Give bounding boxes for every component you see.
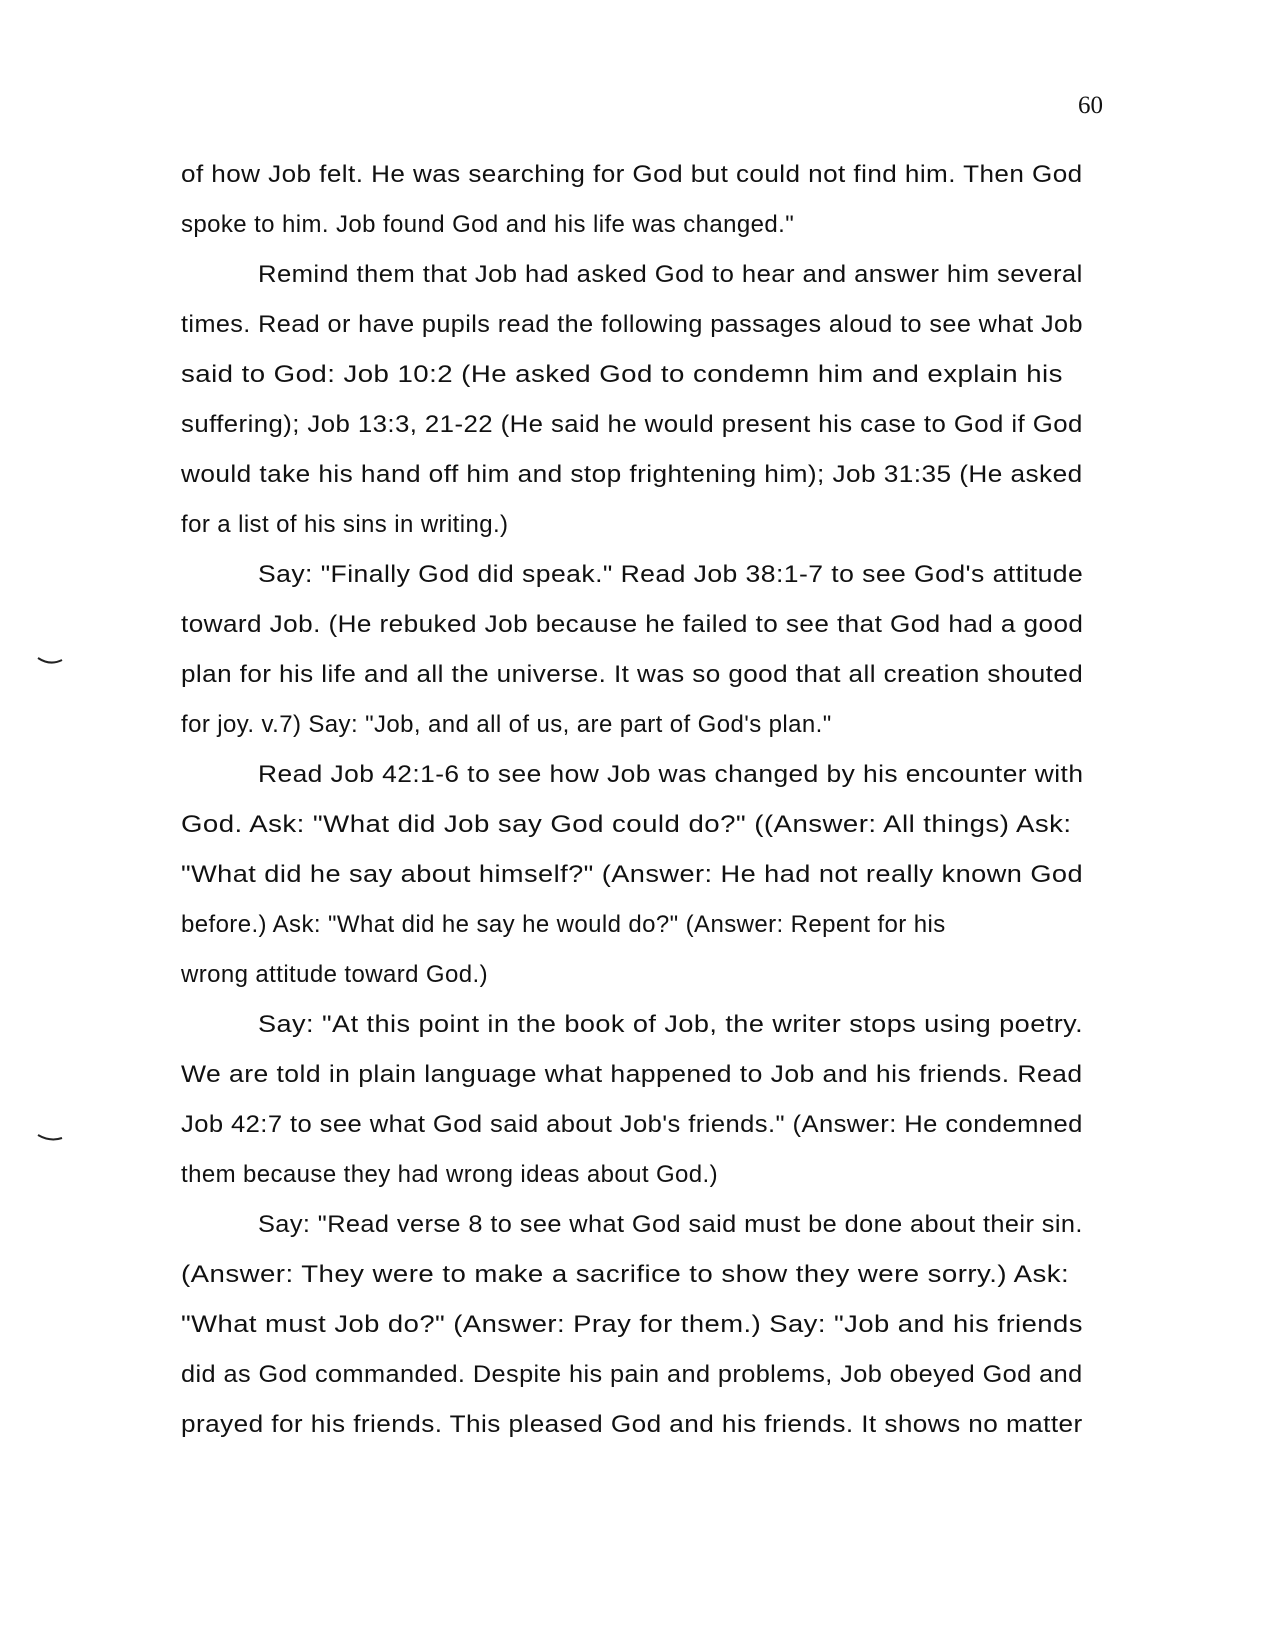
- text-line: did as God commanded. Despite his pain and problems, Job obeyed God and: [181, 1361, 1083, 1388]
- text-line: wrong attitude toward God.): [181, 961, 488, 988]
- text-line: prayed for his friends. This pleased God and his friends. It shows no matter: [181, 1411, 1083, 1438]
- text-line: before.) Ask: "What did he say he would do?" (Answer: Repent for his: [181, 911, 946, 938]
- text-line: times. Read or have pupils read the following passages aloud to see what Job: [181, 311, 1083, 338]
- text-line: for joy. v.7) Say: "Job, and all of us, are part of God's plan.": [181, 711, 832, 738]
- text-line: Say: "Finally God did speak." Read Job 38:1-7 to see God's attitude: [258, 561, 1084, 588]
- text-line: would take his hand off him and stop frightening him); Job 31:35 (He asked: [181, 461, 1083, 488]
- text-line: said to God: Job 10:2 (He asked God to condemn him and explain his: [181, 361, 1063, 388]
- text-line: Job 42:7 to see what God said about Job's friends." (Answer: He condemned: [181, 1111, 1083, 1138]
- scan-margin-mark: [36, 656, 64, 666]
- text-line: Remind them that Job had asked God to hear and answer him several: [258, 261, 1083, 288]
- text-line: suffering); Job 13:3, 21-22 (He said he would present his case to God if God: [181, 411, 1083, 438]
- text-line: "What must Job do?" (Answer: Pray for them.) Say: "Job and his friends: [181, 1311, 1083, 1338]
- text-line: spoke to him. Job found God and his life was changed.": [181, 211, 795, 238]
- text-line: We are told in plain language what happened to Job and his friends. Read: [181, 1061, 1083, 1088]
- scan-margin-mark: [36, 1133, 64, 1143]
- text-line: them because they had wrong ideas about God.): [181, 1161, 718, 1188]
- text-line: (Answer: They were to make a sacrifice to show they were sorry.) Ask:: [181, 1261, 1070, 1288]
- text-line: Say: "Read verse 8 to see what God said must be done about their sin.: [258, 1211, 1083, 1238]
- page-number: 60: [1078, 92, 1103, 119]
- text-line: Read Job 42:1-6 to see how Job was changed by his encounter with: [258, 761, 1084, 788]
- text-line: Say: "At this point in the book of Job, the writer stops using poetry.: [258, 1011, 1084, 1038]
- text-line: "What did he say about himself?" (Answer: He had not really known God: [181, 861, 1084, 888]
- text-line: of how Job felt. He was searching for God but could not find him. Then God: [181, 161, 1083, 188]
- text-line: toward Job. (He rebuked Job because he failed to see that God had a good: [181, 611, 1084, 638]
- text-line: God. Ask: "What did Job say God could do?" ((Answer: All things) Ask:: [181, 811, 1072, 838]
- text-line: for a list of his sins in writing.): [181, 511, 509, 538]
- text-line: plan for his life and all the universe. It was so good that all creation shouted: [181, 661, 1084, 688]
